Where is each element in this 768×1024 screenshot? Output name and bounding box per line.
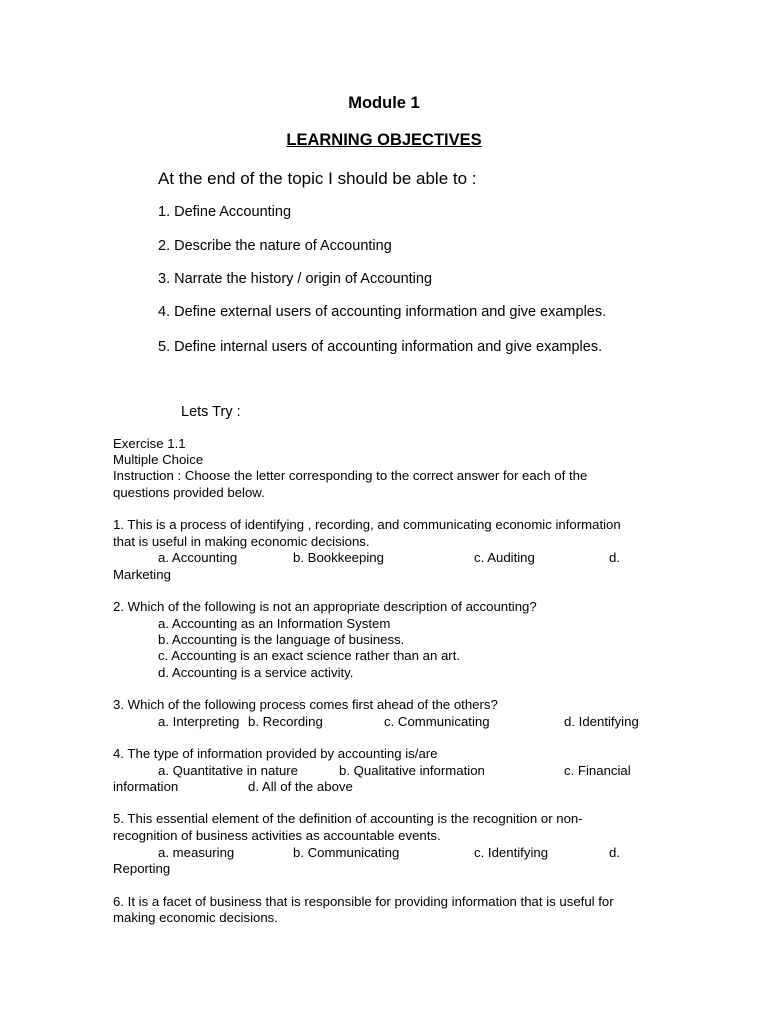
answer-choice: d. bbox=[609, 845, 620, 860]
learning-objectives-heading: LEARNING OBJECTIVES bbox=[286, 131, 482, 149]
question-stem: 3. Which of the following process comes first ahead of the others? bbox=[113, 697, 498, 712]
answer-choice: b. Accounting is the language of business. bbox=[158, 632, 405, 647]
objective-item: 3. Narrate the history / origin of Accounting bbox=[158, 271, 433, 287]
answer-choice: c. Communicating bbox=[384, 714, 490, 729]
answer-choice: b. Qualitative information bbox=[339, 763, 485, 778]
answer-choice: c. Identifying bbox=[474, 845, 549, 860]
exercise-type: Multiple Choice bbox=[113, 452, 204, 467]
lets-try-label: Lets Try : bbox=[181, 404, 241, 420]
exercise-instruction: Instruction : Choose the letter corresponding to the correct answer for each of the bbox=[113, 468, 588, 483]
objective-item: 2. Describe the nature of Accounting bbox=[158, 238, 392, 254]
answer-choice-continuation: information bbox=[113, 779, 179, 794]
answer-choice: d. Identifying bbox=[564, 714, 639, 729]
answer-choice: b. Bookkeeping bbox=[293, 550, 384, 565]
answer-choice: a. Accounting bbox=[158, 550, 238, 565]
objective-item: 5. Define internal users of accounting information and give examples. bbox=[158, 339, 603, 355]
exercise-title: Exercise 1.1 bbox=[113, 436, 186, 451]
objective-item: 4. Define external users of accounting information and give examples. bbox=[158, 304, 607, 320]
question-stem: 2. Which of the following is not an appropriate description of accounting? bbox=[113, 599, 537, 614]
answer-choice: a. Interpreting bbox=[158, 714, 240, 729]
answer-choice: d. Accounting is a service activity. bbox=[158, 665, 354, 680]
answer-choice-continuation: Reporting bbox=[113, 861, 171, 876]
question-stem: recognition of business activities as accountable events. bbox=[113, 828, 441, 843]
answer-choice: c. Accounting is an exact science rather than an art. bbox=[158, 648, 461, 663]
module-title: Module 1 bbox=[348, 94, 420, 112]
objectives-intro: At the end of the topic I should be able to : bbox=[158, 169, 477, 188]
question-stem: 5. This essential element of the definition of accounting is the recognition or non- bbox=[113, 811, 583, 826]
answer-choice: c. Auditing bbox=[474, 550, 535, 565]
question-stem: making economic decisions. bbox=[113, 910, 278, 925]
question-stem: 4. The type of information provided by accounting is/are bbox=[113, 746, 438, 761]
question-stem: that is useful in making economic decisions. bbox=[113, 534, 370, 549]
answer-choice: b. Recording bbox=[248, 714, 323, 729]
question-stem: 6. It is a facet of business that is responsible for providing information that is useful for bbox=[113, 894, 614, 909]
answer-choice: c. Financial bbox=[564, 763, 631, 778]
exercise-instruction: questions provided below. bbox=[113, 485, 265, 500]
answer-choice-continuation: Marketing bbox=[113, 567, 171, 582]
answer-choice: d. All of the above bbox=[248, 779, 353, 794]
answer-choice: d. bbox=[609, 550, 620, 565]
answer-choice: a. Quantitative in nature bbox=[158, 763, 299, 778]
answer-choice: a. Accounting as an Information System bbox=[158, 616, 391, 631]
answer-choice: a. measuring bbox=[158, 845, 235, 860]
answer-choice: b. Communicating bbox=[293, 845, 400, 860]
objective-item: 1. Define Accounting bbox=[158, 204, 292, 220]
question-stem: 1. This is a process of identifying , recording, and communicating economic information bbox=[113, 517, 621, 532]
